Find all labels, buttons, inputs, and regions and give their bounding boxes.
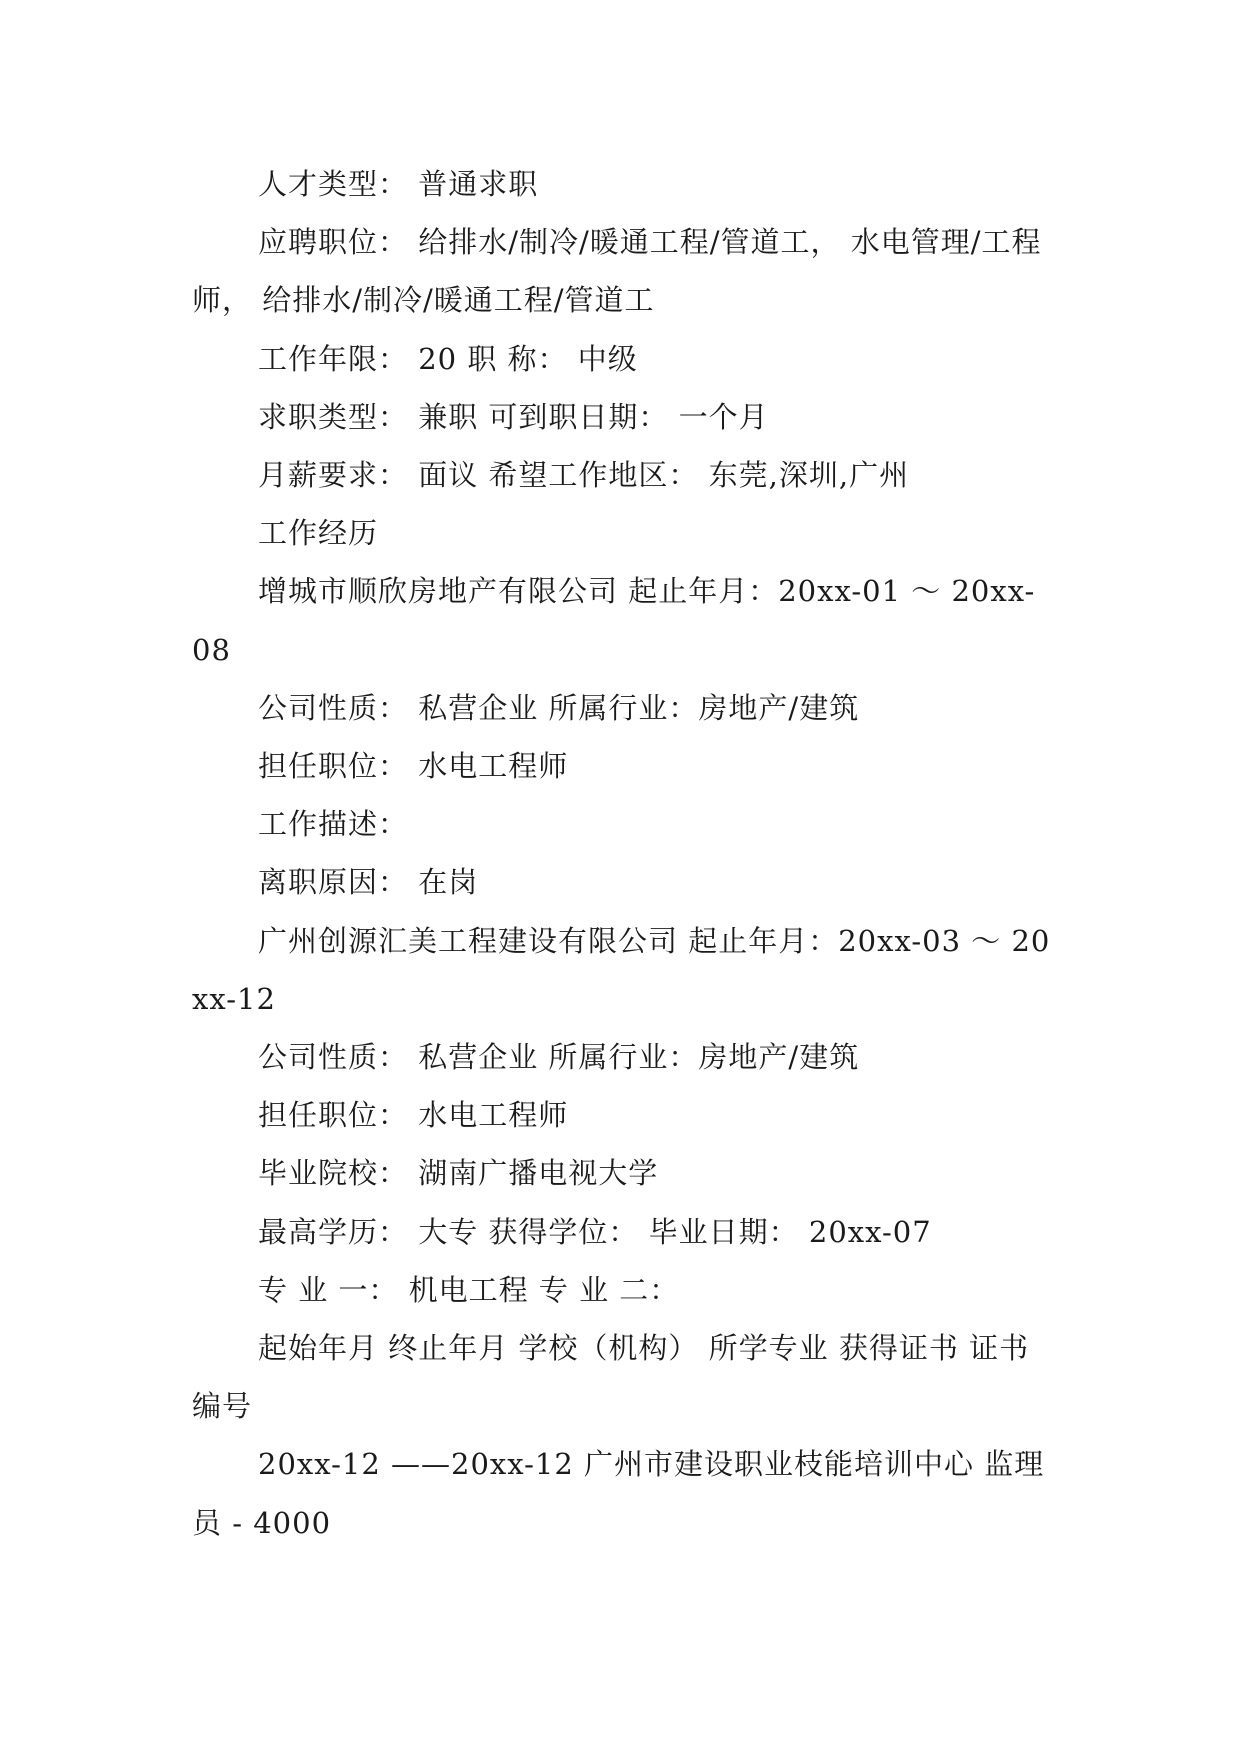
company1-position-line: 担任职位： 水电工程师 <box>258 749 569 784</box>
resume-document <box>192 155 1054 1552</box>
school-line: 毕业院校： 湖南广播电视大学 <box>258 1156 659 1191</box>
majors-line: 专 业 一： 机电工程 专 业 二： <box>258 1272 680 1307</box>
education-line: 最高学历： 大专 获得学位： 毕业日期： 20xx-07 <box>258 1214 932 1249</box>
training-row-line: 20xx-12 ——20xx-12 广州市建设职业枝能培训中心 监理员 - 4000 <box>192 1447 1045 1540</box>
company1-leave-reason-line: 离职原因： 在岗 <box>258 865 479 900</box>
company1-nature-line: 公司性质： 私营企业 所属行业：房地产/建筑 <box>258 690 860 725</box>
company1-line: 增城市顺欣房地产有限公司 起止年月：20xx-01 ～ 20xx-08 <box>192 574 1036 667</box>
company1-description-line: 工作描述： <box>258 807 409 842</box>
job-type-line: 求职类型： 兼职 可到职日期： 一个月 <box>258 399 769 434</box>
company2-position-line: 担任职位： 水电工程师 <box>258 1098 569 1133</box>
talent-type-line: 人才类型： 普通求职 <box>258 167 539 201</box>
training-header-line: 起始年月 终止年月 学校（机构） 所学专业 获得证书 证书编号 <box>192 1331 1030 1424</box>
company2-line: 广州创源汇美工程建设有限公司 起止年月：20xx-03 ～ 20xx-12 <box>192 923 1051 1016</box>
work-history-heading: 工作经历 <box>258 516 379 551</box>
position-applied-line: 应聘职位： 给排水/制冷/暖通工程/管道工， 水电管理/工程师， 给排水/制冷/暖通工程/管道工 <box>192 225 1042 318</box>
salary-line: 月薪要求： 面议 希望工作地区： 东莞,深圳,广州 <box>258 458 910 493</box>
work-years-line: 工作年限： 20 职 称： 中级 <box>258 341 638 376</box>
company2-nature-line: 公司性质： 私营企业 所属行业：房地产/建筑 <box>258 1040 860 1075</box>
